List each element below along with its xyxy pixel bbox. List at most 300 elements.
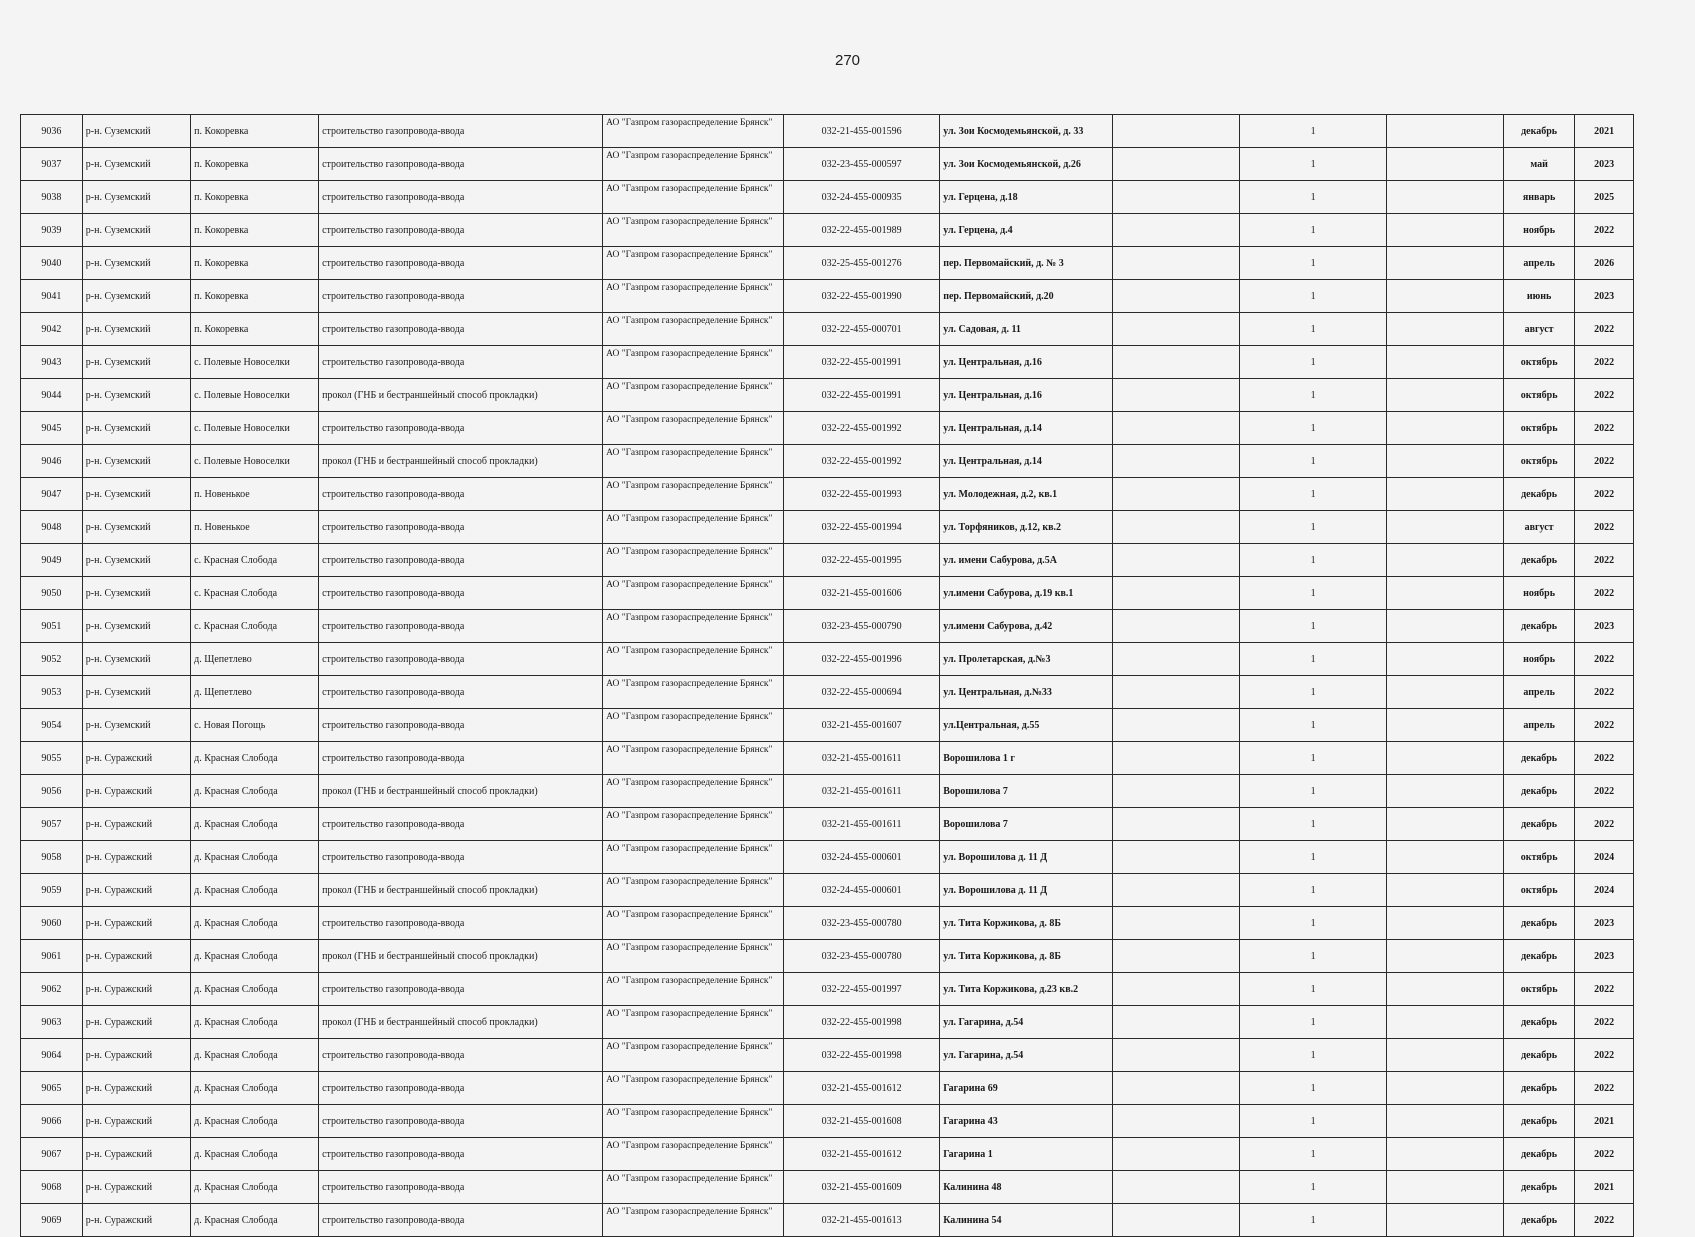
organization-cell: АО "Газпром газораспределение Брянск" bbox=[603, 874, 784, 907]
address-cell: ул. Ворошилова д. 11 Д bbox=[940, 874, 1112, 907]
empty-cell bbox=[1112, 1105, 1240, 1138]
quantity-cell: 1 bbox=[1240, 445, 1386, 478]
organization-cell: АО "Газпром газораспределение Брянск" bbox=[603, 907, 784, 940]
empty-cell bbox=[1112, 610, 1240, 643]
row-number: 9047 bbox=[21, 478, 83, 511]
empty-cell bbox=[1386, 709, 1503, 742]
month-cell: декабрь bbox=[1503, 1105, 1575, 1138]
address-cell: ул. Герцена, д.18 bbox=[940, 181, 1112, 214]
organization-cell: АО "Газпром газораспределение Брянск" bbox=[603, 709, 784, 742]
table-row bbox=[21, 676, 1634, 709]
quantity-cell: 1 bbox=[1240, 544, 1386, 577]
object-code-cell: 032-21-455-001608 bbox=[784, 1105, 940, 1138]
empty-cell bbox=[1112, 214, 1240, 247]
locality-cell: д. Красная Слобода bbox=[191, 841, 319, 874]
work-type-cell: строительство газопровода-ввода bbox=[319, 214, 603, 247]
table-body bbox=[21, 115, 1634, 1237]
quantity-cell: 1 bbox=[1240, 313, 1386, 346]
quantity-cell: 1 bbox=[1240, 1105, 1386, 1138]
locality-cell: с. Полевые Новоселки bbox=[191, 445, 319, 478]
empty-cell bbox=[1112, 1006, 1240, 1039]
row-number: 9048 bbox=[21, 511, 83, 544]
empty-cell bbox=[1112, 808, 1240, 841]
document-sheet bbox=[20, 114, 1634, 1237]
organization-cell: АО "Газпром газораспределение Брянск" bbox=[603, 115, 784, 148]
row-number: 9037 bbox=[21, 148, 83, 181]
table-row bbox=[21, 841, 1634, 874]
work-type-cell: строительство газопровода-ввода bbox=[319, 973, 603, 1006]
table-row bbox=[21, 247, 1634, 280]
address-cell: пер. Первомайский, д. № 3 bbox=[940, 247, 1112, 280]
work-type-cell: строительство газопровода-ввода bbox=[319, 1105, 603, 1138]
empty-cell bbox=[1386, 478, 1503, 511]
work-type-cell: прокол (ГНБ и бестраншейный способ прокладки) bbox=[319, 445, 603, 478]
organization-cell: АО "Газпром газораспределение Брянск" bbox=[603, 148, 784, 181]
organization-cell: АО "Газпром газораспределение Брянск" bbox=[603, 412, 784, 445]
year-cell: 2022 bbox=[1575, 445, 1634, 478]
row-number: 9056 bbox=[21, 775, 83, 808]
quantity-cell: 1 bbox=[1240, 709, 1386, 742]
empty-cell bbox=[1112, 181, 1240, 214]
work-type-cell: строительство газопровода-ввода bbox=[319, 1039, 603, 1072]
district-cell: р-н. Суражский bbox=[82, 1039, 190, 1072]
district-cell: р-н. Суражский bbox=[82, 940, 190, 973]
district-cell: р-н. Суражский bbox=[82, 874, 190, 907]
row-number: 9052 bbox=[21, 643, 83, 676]
empty-cell bbox=[1112, 742, 1240, 775]
locality-cell: п. Кокоревка bbox=[191, 313, 319, 346]
table-row bbox=[21, 346, 1634, 379]
empty-cell bbox=[1386, 247, 1503, 280]
table-row bbox=[21, 445, 1634, 478]
month-cell: октябрь bbox=[1503, 973, 1575, 1006]
month-cell: октябрь bbox=[1503, 412, 1575, 445]
object-code-cell: 032-21-455-001611 bbox=[784, 775, 940, 808]
work-type-cell: строительство газопровода-ввода bbox=[319, 148, 603, 181]
work-type-cell: строительство газопровода-ввода bbox=[319, 115, 603, 148]
work-type-cell: прокол (ГНБ и бестраншейный способ прокладки) bbox=[319, 1006, 603, 1039]
quantity-cell: 1 bbox=[1240, 775, 1386, 808]
empty-cell bbox=[1386, 379, 1503, 412]
quantity-cell: 1 bbox=[1240, 1006, 1386, 1039]
object-code-cell: 032-22-455-001991 bbox=[784, 346, 940, 379]
work-type-cell: строительство газопровода-ввода bbox=[319, 676, 603, 709]
object-code-cell: 032-22-455-001992 bbox=[784, 445, 940, 478]
organization-cell: АО "Газпром газораспределение Брянск" bbox=[603, 808, 784, 841]
empty-cell bbox=[1386, 445, 1503, 478]
object-code-cell: 032-22-455-001991 bbox=[784, 379, 940, 412]
locality-cell: п. Кокоревка bbox=[191, 280, 319, 313]
table-row bbox=[21, 214, 1634, 247]
table-row bbox=[21, 148, 1634, 181]
work-type-cell: строительство газопровода-ввода bbox=[319, 610, 603, 643]
row-number: 9041 bbox=[21, 280, 83, 313]
row-number: 9062 bbox=[21, 973, 83, 1006]
address-cell: ул. Центральная, д.№33 bbox=[940, 676, 1112, 709]
month-cell: декабрь bbox=[1503, 775, 1575, 808]
object-code-cell: 032-21-455-001611 bbox=[784, 742, 940, 775]
organization-cell: АО "Газпром газораспределение Брянск" bbox=[603, 742, 784, 775]
quantity-cell: 1 bbox=[1240, 214, 1386, 247]
empty-cell bbox=[1112, 1204, 1240, 1237]
district-cell: р-н. Суземский bbox=[82, 379, 190, 412]
table-row bbox=[21, 412, 1634, 445]
district-cell: р-н. Суземский bbox=[82, 478, 190, 511]
work-type-cell: строительство газопровода-ввода bbox=[319, 643, 603, 676]
table-row bbox=[21, 1039, 1634, 1072]
object-code-cell: 032-24-455-000601 bbox=[784, 841, 940, 874]
work-type-cell: строительство газопровода-ввода bbox=[319, 742, 603, 775]
month-cell: октябрь bbox=[1503, 445, 1575, 478]
object-code-cell: 032-25-455-001276 bbox=[784, 247, 940, 280]
empty-cell bbox=[1386, 940, 1503, 973]
empty-cell bbox=[1112, 643, 1240, 676]
object-code-cell: 032-24-455-000935 bbox=[784, 181, 940, 214]
organization-cell: АО "Газпром газораспределение Брянск" bbox=[603, 346, 784, 379]
empty-cell bbox=[1112, 313, 1240, 346]
row-number: 9045 bbox=[21, 412, 83, 445]
district-cell: р-н. Суземский bbox=[82, 511, 190, 544]
quantity-cell: 1 bbox=[1240, 511, 1386, 544]
empty-cell bbox=[1386, 214, 1503, 247]
month-cell: декабрь bbox=[1503, 544, 1575, 577]
empty-cell bbox=[1112, 445, 1240, 478]
empty-cell bbox=[1386, 1039, 1503, 1072]
month-cell: декабрь bbox=[1503, 115, 1575, 148]
year-cell: 2026 bbox=[1575, 247, 1634, 280]
district-cell: р-н. Суражский bbox=[82, 1072, 190, 1105]
year-cell: 2022 bbox=[1575, 775, 1634, 808]
district-cell: р-н. Суземский bbox=[82, 280, 190, 313]
month-cell: декабрь bbox=[1503, 1171, 1575, 1204]
table-row bbox=[21, 1138, 1634, 1171]
quantity-cell: 1 bbox=[1240, 478, 1386, 511]
address-cell: ул. Зои Космодемьянской, д. 33 bbox=[940, 115, 1112, 148]
locality-cell: с. Красная Слобода bbox=[191, 577, 319, 610]
district-cell: р-н. Суземский bbox=[82, 181, 190, 214]
month-cell: октябрь bbox=[1503, 379, 1575, 412]
empty-cell bbox=[1112, 775, 1240, 808]
district-cell: р-н. Суземский bbox=[82, 577, 190, 610]
address-cell: ул. Гагарина, д.54 bbox=[940, 1006, 1112, 1039]
locality-cell: п. Кокоревка bbox=[191, 148, 319, 181]
quantity-cell: 1 bbox=[1240, 247, 1386, 280]
year-cell: 2022 bbox=[1575, 808, 1634, 841]
work-type-cell: строительство газопровода-ввода bbox=[319, 247, 603, 280]
table-row bbox=[21, 874, 1634, 907]
locality-cell: с. Полевые Новоселки bbox=[191, 412, 319, 445]
address-cell: Ворошилова 7 bbox=[940, 775, 1112, 808]
work-type-cell: прокол (ГНБ и бестраншейный способ прокладки) bbox=[319, 379, 603, 412]
month-cell: декабрь bbox=[1503, 1039, 1575, 1072]
quantity-cell: 1 bbox=[1240, 841, 1386, 874]
district-cell: р-н. Суражский bbox=[82, 742, 190, 775]
locality-cell: д. Красная Слобода bbox=[191, 742, 319, 775]
district-cell: р-н. Суземский bbox=[82, 313, 190, 346]
district-cell: р-н. Суражский bbox=[82, 841, 190, 874]
locality-cell: с. Красная Слобода bbox=[191, 544, 319, 577]
work-type-cell: строительство газопровода-ввода bbox=[319, 544, 603, 577]
row-number: 9059 bbox=[21, 874, 83, 907]
object-code-cell: 032-22-455-001990 bbox=[784, 280, 940, 313]
work-type-cell: строительство газопровода-ввода bbox=[319, 1072, 603, 1105]
object-code-cell: 032-22-455-000694 bbox=[784, 676, 940, 709]
empty-cell bbox=[1386, 313, 1503, 346]
quantity-cell: 1 bbox=[1240, 1138, 1386, 1171]
row-number: 9069 bbox=[21, 1204, 83, 1237]
object-code-cell: 032-22-455-001994 bbox=[784, 511, 940, 544]
row-number: 9054 bbox=[21, 709, 83, 742]
quantity-cell: 1 bbox=[1240, 1204, 1386, 1237]
quantity-cell: 1 bbox=[1240, 181, 1386, 214]
district-cell: р-н. Суражский bbox=[82, 808, 190, 841]
district-cell: р-н. Суземский bbox=[82, 412, 190, 445]
table-row bbox=[21, 940, 1634, 973]
locality-cell: д. Красная Слобода bbox=[191, 1171, 319, 1204]
locality-cell: с. Красная Слобода bbox=[191, 610, 319, 643]
quantity-cell: 1 bbox=[1240, 346, 1386, 379]
table-row bbox=[21, 775, 1634, 808]
month-cell: октябрь bbox=[1503, 841, 1575, 874]
table-row bbox=[21, 610, 1634, 643]
address-cell: Ворошилова 7 bbox=[940, 808, 1112, 841]
quantity-cell: 1 bbox=[1240, 280, 1386, 313]
object-code-cell: 032-21-455-001612 bbox=[784, 1138, 940, 1171]
empty-cell bbox=[1386, 775, 1503, 808]
address-cell: Гагарина 43 bbox=[940, 1105, 1112, 1138]
locality-cell: д. Красная Слобода bbox=[191, 940, 319, 973]
row-number: 9058 bbox=[21, 841, 83, 874]
month-cell: апрель bbox=[1503, 247, 1575, 280]
quantity-cell: 1 bbox=[1240, 1072, 1386, 1105]
year-cell: 2023 bbox=[1575, 940, 1634, 973]
year-cell: 2024 bbox=[1575, 874, 1634, 907]
work-type-cell: строительство газопровода-ввода bbox=[319, 709, 603, 742]
quantity-cell: 1 bbox=[1240, 1039, 1386, 1072]
month-cell: апрель bbox=[1503, 709, 1575, 742]
year-cell: 2023 bbox=[1575, 907, 1634, 940]
empty-cell bbox=[1112, 1171, 1240, 1204]
year-cell: 2022 bbox=[1575, 973, 1634, 1006]
empty-cell bbox=[1112, 115, 1240, 148]
address-cell: ул. Тита Коржикова, д. 8Б bbox=[940, 940, 1112, 973]
organization-cell: АО "Газпром газораспределение Брянск" bbox=[603, 544, 784, 577]
object-code-cell: 032-21-455-001607 bbox=[784, 709, 940, 742]
row-number: 9042 bbox=[21, 313, 83, 346]
empty-cell bbox=[1386, 841, 1503, 874]
year-cell: 2022 bbox=[1575, 1072, 1634, 1105]
quantity-cell: 1 bbox=[1240, 148, 1386, 181]
object-code-cell: 032-22-455-000701 bbox=[784, 313, 940, 346]
work-type-cell: строительство газопровода-ввода bbox=[319, 841, 603, 874]
year-cell: 2022 bbox=[1575, 1006, 1634, 1039]
year-cell: 2021 bbox=[1575, 1105, 1634, 1138]
organization-cell: АО "Газпром газораспределение Брянск" bbox=[603, 610, 784, 643]
organization-cell: АО "Газпром газораспределение Брянск" bbox=[603, 1072, 784, 1105]
district-cell: р-н. Суземский bbox=[82, 247, 190, 280]
table-row bbox=[21, 511, 1634, 544]
empty-cell bbox=[1386, 742, 1503, 775]
address-cell: ул. Центральная, д.16 bbox=[940, 379, 1112, 412]
district-cell: р-н. Суземский bbox=[82, 709, 190, 742]
object-code-cell: 032-21-455-001606 bbox=[784, 577, 940, 610]
month-cell: апрель bbox=[1503, 676, 1575, 709]
district-cell: р-н. Суземский bbox=[82, 148, 190, 181]
year-cell: 2022 bbox=[1575, 676, 1634, 709]
table-row bbox=[21, 808, 1634, 841]
empty-cell bbox=[1112, 379, 1240, 412]
empty-cell bbox=[1386, 610, 1503, 643]
empty-cell bbox=[1112, 676, 1240, 709]
empty-cell bbox=[1386, 280, 1503, 313]
table-row bbox=[21, 1072, 1634, 1105]
address-cell: ул. Центральная, д.14 bbox=[940, 445, 1112, 478]
row-number: 9044 bbox=[21, 379, 83, 412]
table-row bbox=[21, 1105, 1634, 1138]
address-cell: ул.имени Сабурова, д.42 bbox=[940, 610, 1112, 643]
district-cell: р-н. Суражский bbox=[82, 907, 190, 940]
month-cell: август bbox=[1503, 511, 1575, 544]
month-cell: ноябрь bbox=[1503, 577, 1575, 610]
row-number: 9064 bbox=[21, 1039, 83, 1072]
empty-cell bbox=[1112, 478, 1240, 511]
month-cell: декабрь bbox=[1503, 742, 1575, 775]
organization-cell: АО "Газпром газораспределение Брянск" bbox=[603, 775, 784, 808]
month-cell: октябрь bbox=[1503, 874, 1575, 907]
row-number: 9046 bbox=[21, 445, 83, 478]
address-cell: Калинина 54 bbox=[940, 1204, 1112, 1237]
address-cell: ул.Центральная, д.55 bbox=[940, 709, 1112, 742]
work-type-cell: прокол (ГНБ и бестраншейный способ прокладки) bbox=[319, 874, 603, 907]
district-cell: р-н. Суземский bbox=[82, 115, 190, 148]
row-number: 9043 bbox=[21, 346, 83, 379]
locality-cell: д. Красная Слобода bbox=[191, 874, 319, 907]
year-cell: 2021 bbox=[1575, 115, 1634, 148]
organization-cell: АО "Газпром газораспределение Брянск" bbox=[603, 1138, 784, 1171]
locality-cell: д. Красная Слобода bbox=[191, 775, 319, 808]
district-cell: р-н. Суражский bbox=[82, 1171, 190, 1204]
year-cell: 2022 bbox=[1575, 577, 1634, 610]
table-row bbox=[21, 1171, 1634, 1204]
row-number: 9055 bbox=[21, 742, 83, 775]
table-row bbox=[21, 544, 1634, 577]
empty-cell bbox=[1386, 1006, 1503, 1039]
row-number: 9051 bbox=[21, 610, 83, 643]
quantity-cell: 1 bbox=[1240, 808, 1386, 841]
district-cell: р-н. Суражский bbox=[82, 973, 190, 1006]
empty-cell bbox=[1112, 1138, 1240, 1171]
row-number: 9040 bbox=[21, 247, 83, 280]
object-code-cell: 032-24-455-000601 bbox=[784, 874, 940, 907]
year-cell: 2022 bbox=[1575, 214, 1634, 247]
table-row bbox=[21, 313, 1634, 346]
year-cell: 2023 bbox=[1575, 610, 1634, 643]
address-cell: пер. Первомайский, д.20 bbox=[940, 280, 1112, 313]
district-cell: р-н. Суражский bbox=[82, 1105, 190, 1138]
work-type-cell: строительство газопровода-ввода bbox=[319, 478, 603, 511]
locality-cell: д. Красная Слобода bbox=[191, 1039, 319, 1072]
empty-cell bbox=[1386, 643, 1503, 676]
locality-cell: п. Новенькое bbox=[191, 478, 319, 511]
month-cell: декабрь bbox=[1503, 1204, 1575, 1237]
empty-cell bbox=[1386, 346, 1503, 379]
organization-cell: АО "Газпром газораспределение Брянск" bbox=[603, 247, 784, 280]
object-code-cell: 032-21-455-001609 bbox=[784, 1171, 940, 1204]
row-number: 9036 bbox=[21, 115, 83, 148]
organization-cell: АО "Газпром газораспределение Брянск" bbox=[603, 1039, 784, 1072]
empty-cell bbox=[1112, 148, 1240, 181]
locality-cell: с. Новая Погощь bbox=[191, 709, 319, 742]
organization-cell: АО "Газпром газораспределение Брянск" bbox=[603, 511, 784, 544]
district-cell: р-н. Суземский bbox=[82, 544, 190, 577]
month-cell: декабрь bbox=[1503, 808, 1575, 841]
year-cell: 2022 bbox=[1575, 1138, 1634, 1171]
month-cell: декабрь bbox=[1503, 610, 1575, 643]
row-number: 9063 bbox=[21, 1006, 83, 1039]
year-cell: 2022 bbox=[1575, 346, 1634, 379]
organization-cell: АО "Газпром газораспределение Брянск" bbox=[603, 1204, 784, 1237]
work-type-cell: строительство газопровода-ввода bbox=[319, 346, 603, 379]
address-cell: ул. Тита Коржикова, д.23 кв.2 bbox=[940, 973, 1112, 1006]
organization-cell: АО "Газпром газораспределение Брянск" bbox=[603, 841, 784, 874]
row-number: 9053 bbox=[21, 676, 83, 709]
year-cell: 2022 bbox=[1575, 643, 1634, 676]
object-code-cell: 032-21-455-001611 bbox=[784, 808, 940, 841]
object-code-cell: 032-23-455-000597 bbox=[784, 148, 940, 181]
empty-cell bbox=[1386, 181, 1503, 214]
address-cell: Калинина 48 bbox=[940, 1171, 1112, 1204]
quantity-cell: 1 bbox=[1240, 379, 1386, 412]
year-cell: 2022 bbox=[1575, 1204, 1634, 1237]
quantity-cell: 1 bbox=[1240, 577, 1386, 610]
month-cell: июнь bbox=[1503, 280, 1575, 313]
quantity-cell: 1 bbox=[1240, 643, 1386, 676]
district-cell: р-н. Суражский bbox=[82, 1006, 190, 1039]
organization-cell: АО "Газпром газораспределение Брянск" bbox=[603, 280, 784, 313]
table-row bbox=[21, 181, 1634, 214]
quantity-cell: 1 bbox=[1240, 973, 1386, 1006]
district-cell: р-н. Суземский bbox=[82, 214, 190, 247]
month-cell: декабрь bbox=[1503, 478, 1575, 511]
locality-cell: п. Кокоревка bbox=[191, 115, 319, 148]
year-cell: 2024 bbox=[1575, 841, 1634, 874]
month-cell: январь bbox=[1503, 181, 1575, 214]
month-cell: май bbox=[1503, 148, 1575, 181]
locality-cell: д. Красная Слобода bbox=[191, 808, 319, 841]
empty-cell bbox=[1112, 544, 1240, 577]
organization-cell: АО "Газпром газораспределение Брянск" bbox=[603, 940, 784, 973]
address-cell: ул. Центральная, д.16 bbox=[940, 346, 1112, 379]
object-code-cell: 032-22-455-001998 bbox=[784, 1006, 940, 1039]
address-cell: ул. Герцена, д.4 bbox=[940, 214, 1112, 247]
row-number: 9038 bbox=[21, 181, 83, 214]
locality-cell: д. Красная Слобода bbox=[191, 1105, 319, 1138]
table-row bbox=[21, 973, 1634, 1006]
empty-cell bbox=[1386, 412, 1503, 445]
object-code-cell: 032-22-455-001998 bbox=[784, 1039, 940, 1072]
month-cell: декабрь bbox=[1503, 1006, 1575, 1039]
empty-cell bbox=[1112, 973, 1240, 1006]
quantity-cell: 1 bbox=[1240, 874, 1386, 907]
table-row bbox=[21, 115, 1634, 148]
locality-cell: с. Полевые Новоселки bbox=[191, 346, 319, 379]
row-number: 9065 bbox=[21, 1072, 83, 1105]
object-code-cell: 032-22-455-001992 bbox=[784, 412, 940, 445]
object-code-cell: 032-22-455-001989 bbox=[784, 214, 940, 247]
object-code-cell: 032-23-455-000780 bbox=[784, 940, 940, 973]
empty-cell bbox=[1112, 412, 1240, 445]
row-number: 9061 bbox=[21, 940, 83, 973]
